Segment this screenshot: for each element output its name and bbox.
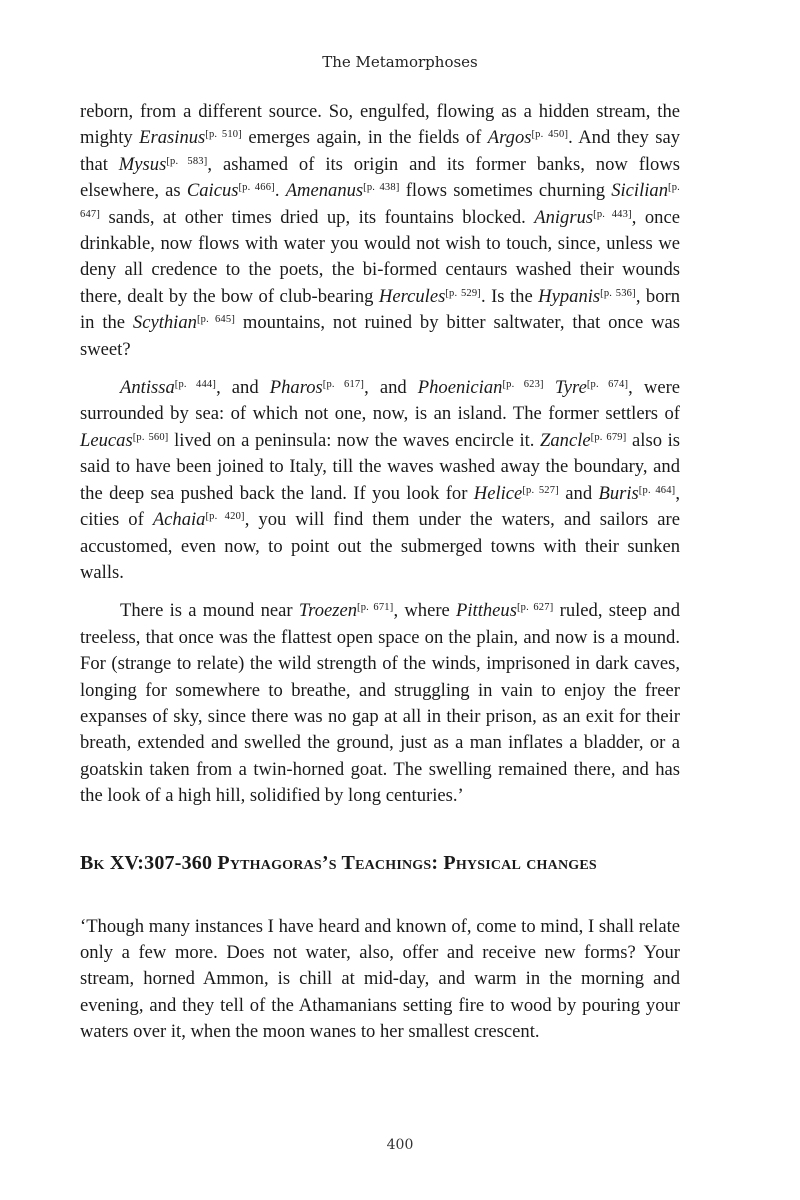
- text-run: , cities of: [80, 482, 681, 531]
- section-heading: [80, 850, 680, 876]
- text-run: lived on a peninsula: now the waves encircle it.: [168, 429, 541, 451]
- page-reference: [p. 617]: [322, 379, 365, 391]
- page-reference: [p. 674]: [586, 379, 629, 391]
- page-reference: [p. 527]: [522, 484, 559, 496]
- text-run: . Is the: [481, 285, 539, 307]
- italic-name: Pittheus: [456, 600, 517, 622]
- italic-name: Antissa: [120, 377, 175, 399]
- text-run: , ashamed of its origin and its former banks, now flows elsewhere, as: [80, 153, 681, 202]
- text-run: mountains, not ruined by bitter saltwater, that once was sweet?: [80, 312, 680, 360]
- text-run: reborn, from a different source. So, engulfed, flowing as a hidden stream, the mighty: [80, 101, 680, 149]
- running-header: The Metamorphoses: [322, 53, 478, 71]
- text-run: . And they say that: [80, 127, 681, 175]
- text-run: ‘Though many instances I have heard and known of, come to mind, I shall relate only a few more. Does not water, also, offer and receive new forms? Your stream, horned Ammon, is chill at mid-day, and warm in the morning and evening, and they tell of the Athamanians setting fire to wood by pouring your waters over it, when the moon wanes to her smallest crescent.: [80, 915, 680, 1043]
- italic-name: Mysus: [118, 153, 167, 175]
- italic-name: Zancle: [540, 429, 591, 451]
- text-run: , were surrounded by sea: of which not one, now, is an island. The former settlers of: [80, 377, 681, 425]
- italic-name: Phoenician: [417, 377, 503, 399]
- page-reference: [p. 438]: [363, 182, 400, 194]
- paragraph: [80, 375, 680, 586]
- italic-name: Anigrus: [534, 206, 594, 228]
- italic-name: Buris: [598, 482, 639, 504]
- italic-name: Caicus: [186, 180, 239, 202]
- text-run: flows sometimes churning: [399, 180, 612, 202]
- paragraph: [80, 598, 680, 809]
- page-reference: [p. 583]: [166, 155, 208, 167]
- page-reference: [p. 671]: [357, 602, 394, 614]
- text-run: sands, at other times dried up, its fountains blocked.: [100, 206, 535, 228]
- italic-name: Argos: [487, 127, 532, 149]
- italic-name: Pharos: [269, 377, 323, 399]
- page-reference: [p. 464]: [638, 484, 676, 496]
- text-run: There is a mound near: [120, 600, 299, 622]
- italic-name: Troezen: [298, 600, 358, 622]
- text-run: , and: [216, 377, 270, 399]
- section-heading-text: Bk XV:307-360 Pythagoras’s Teachings: Physical changes: [80, 851, 597, 874]
- paragraph: [80, 914, 680, 1046]
- page-reference: [p. 450]: [531, 129, 569, 141]
- page-reference: [p. 529]: [445, 287, 481, 299]
- text-run: , where: [393, 600, 457, 622]
- paragraphs-bottom: [80, 914, 680, 1046]
- page-reference: [p. 679]: [590, 431, 627, 443]
- page-reference: [p. 627]: [516, 602, 554, 614]
- italic-name: Helice: [473, 482, 523, 504]
- italic-name: Achaia: [152, 509, 206, 531]
- text-run: [544, 377, 555, 398]
- italic-name: Leucas: [80, 429, 133, 451]
- italic-name: Tyre: [554, 377, 587, 399]
- text-run: , born in the: [80, 285, 680, 334]
- page-reference: [p. 623]: [502, 379, 544, 391]
- paragraph: [80, 99, 680, 363]
- page-reference: [p. 420]: [205, 511, 245, 523]
- text-run: emerges again, in the fields of: [241, 127, 488, 149]
- italic-name: Hypanis: [538, 285, 601, 307]
- page-reference: [p. 443]: [593, 208, 632, 220]
- italic-name: Hercules: [378, 285, 446, 307]
- page-reference: [p. 647]: [80, 182, 680, 220]
- page-reference: [p. 560]: [132, 431, 169, 443]
- page-number: 400: [386, 1137, 414, 1153]
- paragraphs-top: [80, 99, 680, 810]
- page-reference: [p. 510]: [205, 129, 242, 141]
- page-reference: [p. 645]: [196, 314, 236, 326]
- text-run: ruled, steep and treeless, that once was the flattest open space on the plain, and now is a mound. For (strange to relate) the wild strength of the winds, imprisoned in dark caves, longing for somewhere to breathe, and struggling in vain to enjoy the freer expanses of sky, since there was no gap at all in their prison, as an exit for their breath, extended and swelled the ground, just as a man inflates a bladder, or a goatskin taken from a twin-horned goat. The swelling remained there, and has the look of a high hill, solidified by long centuries.’: [80, 600, 681, 807]
- italic-name: Sicilian: [611, 180, 669, 202]
- page-reference: [p. 536]: [600, 287, 636, 299]
- page-reference: [p. 466]: [238, 182, 275, 194]
- text-run: , and: [364, 377, 418, 399]
- text-run: also is said to have been joined to Italy, till the waves washed away the boundary, and the deep sea pushed back the land. If you look for: [80, 429, 681, 504]
- text-run: , you will find them under the waters, and sailors are accustomed, even now, to point out the submerged towns with their sunken walls.: [80, 509, 680, 583]
- italic-name: Amenanus: [285, 180, 364, 202]
- text-run: .: [274, 180, 286, 202]
- italic-name: Scythian: [132, 312, 197, 334]
- body-text: [80, 99, 680, 1046]
- text-run: , once drinkable, now flows with water you would not wish to touch, since, unless we deny all credence to the poets, the bi-formed centaurs washed their wounds there, dealt by the bow of club-bearing: [80, 206, 680, 307]
- italic-name: Erasinus: [139, 127, 206, 149]
- text-run: and: [558, 482, 599, 504]
- page-reference: [p. 444]: [174, 379, 217, 391]
